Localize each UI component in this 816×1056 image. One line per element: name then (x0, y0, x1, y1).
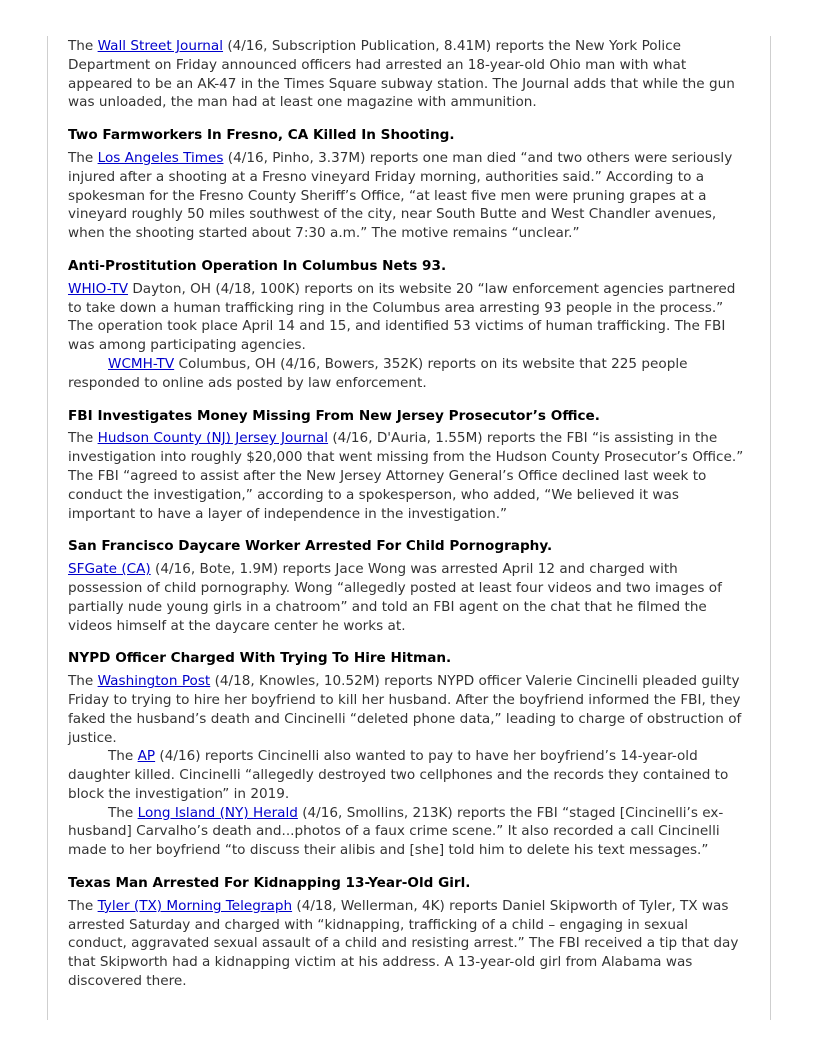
nypd-hitman-paragraph-2: The AP (4/16) reports Cincinelli also wanted to pay to have her boyfriend’s 14-year-old daughter killed. Cincinelli “allegedly destroyed two cellphones and the records they contained to block the investigation” in 2019. (68, 748, 729, 802)
nj-prosecutor-heading: FBI Investigates Money Missing From New Jersey Prosecutor’s Office. (68, 407, 600, 424)
fresno-shooting-paragraph: The Los Angeles Times (4/16, Pinho, 3.37M) reports one man died “and two others were seriously injured after a shooting at a Fresno vineyard Friday morning, authorities said.” According to a spokesman for the Fresno County Sheriff’s Office, “at least five men were pruning grapes at a vineyard roughly 50 miles southwest of the city, near South Butte and West Chandler avenues, when the shooting started about 7:30 a.m.” The motive remains “unclear.” (68, 149, 733, 242)
hudson-county-jersey-journal-link[interactable]: Hudson County (NJ) Jersey Journal (97, 430, 329, 447)
sf-daycare-paragraph: SFGate (CA) (4/16, Bote, 1.9M) reports Jace Wong was arrested April 12 and charged with possession of child pornography. Wong “allegedly posted at least four videos and two images of partially nude young girls in a chatroom” and told an FBI agent on the chat that he filmed the videos himself at the daycare center he works at. (68, 561, 722, 634)
nypd-hitman-paragraph-3: The Long Island (NY) Herald (4/16, Smollins, 213K) reports the FBI “staged [Cincinelli’s ex-husband] Carvalho’s death and...photos of a faux crime scene.” It also recorded a call Cincinelli made to her boyfriend “to discuss their alibis and [she] told him to delete his text messages.” (68, 804, 724, 859)
texas-kidnapping-paragraph: The Tyler (TX) Morning Telegraph (4/18, Wellerman, 4K) reports Daniel Skipworth of Tyler, TX was arrested Saturday and charged with “kidnapping, trafficking of a child – engaging in sexual conduct, aggravated sexual assault of a child and resisting arrest.” The FBI received a tip that day that Skipworth had a kidnapping victim at his address. A 13-year-old girl from Alabama was discovered there. (68, 897, 739, 990)
tyler-morning-telegraph-link[interactable]: Tyler (TX) Morning Telegraph (97, 897, 293, 914)
wall-street-journal-link[interactable]: Wall Street Journal (97, 38, 224, 54)
news-briefing-page (68, 37, 750, 991)
sfgate-link[interactable]: SFGate (CA) (68, 561, 151, 578)
texas-kidnapping-heading: Texas Man Arrested For Kidnapping 13-Year-Old Girl. (68, 875, 471, 892)
columbus-operation-paragraph-1: WHIO-TV Dayton, OH (4/18, 100K) reports on its website 20 “law enforcement agencies partnered to take down a human trafficking ring in the Columbus area arresting 93 people in the process.” The operation took place April 14 and 15, and identified 53 victims of human trafficking. The FBI was among participating agencies. (68, 280, 736, 354)
ap-link[interactable]: AP (137, 748, 156, 765)
sf-daycare-heading: San Francisco Daycare Worker Arrested For Child Pornography. (68, 538, 553, 555)
washington-post-link[interactable]: Washington Post (97, 673, 211, 690)
long-island-herald-link[interactable]: Long Island (NY) Herald (137, 804, 298, 821)
wsj-article-paragraph: The Wall Street Journal (4/16, Subscription Publication, 8.41M) reports the New York Police Department on Friday announced officers had arrested an 18-year-old Ohio man with what appeared to be an AK-47 in the Times Square subway station. The Journal adds that while the gun was unloaded, the man had at least one magazine with ammunition. (68, 38, 735, 111)
fresno-shooting-heading: Two Farmworkers In Fresno, CA Killed In Shooting. (68, 127, 455, 144)
nypd-hitman-heading: NYPD Officer Charged With Trying To Hire Hitman. (68, 650, 452, 667)
wcmh-tv-link[interactable]: WCMH-TV (108, 355, 175, 372)
nj-prosecutor-paragraph: The Hudson County (NJ) Jersey Journal (4/16, D'Auria, 1.55M) reports the FBI “is assisting in the investigation into roughly $20,000 that went missing from the Hudson County Prosecutor’s Office.” The FBI “agreed to assist after the New Jersey Attorney General’s Office declined last week to conduct the investigation,” according to a spokesperson, who added, “We believed it was important to have a layer of independence in the investigation.” (68, 430, 744, 522)
columbus-operation-paragraph-2: WCMH-TV Columbus, OH (4/16, Bowers, 352K) reports on its website that 225 people responded to online ads posted by law enforcement. (68, 355, 688, 391)
los-angeles-times-link[interactable]: Los Angeles Times (97, 149, 224, 166)
whio-tv-link[interactable]: WHIO-TV (68, 280, 129, 297)
columbus-operation-heading: Anti-Prostitution Operation In Columbus Nets 93. (68, 257, 447, 274)
nypd-hitman-paragraph-1: The Washington Post (4/18, Knowles, 10.52M) reports NYPD officer Valerie Cincinelli pleaded guilty Friday to trying to hire her boyfriend to kill her husband. After the boyfriend informed the FBI, they faked the husband’s death and Cincinelli “deleted phone data,” leading to charge of obstruction of justice. (68, 673, 742, 746)
